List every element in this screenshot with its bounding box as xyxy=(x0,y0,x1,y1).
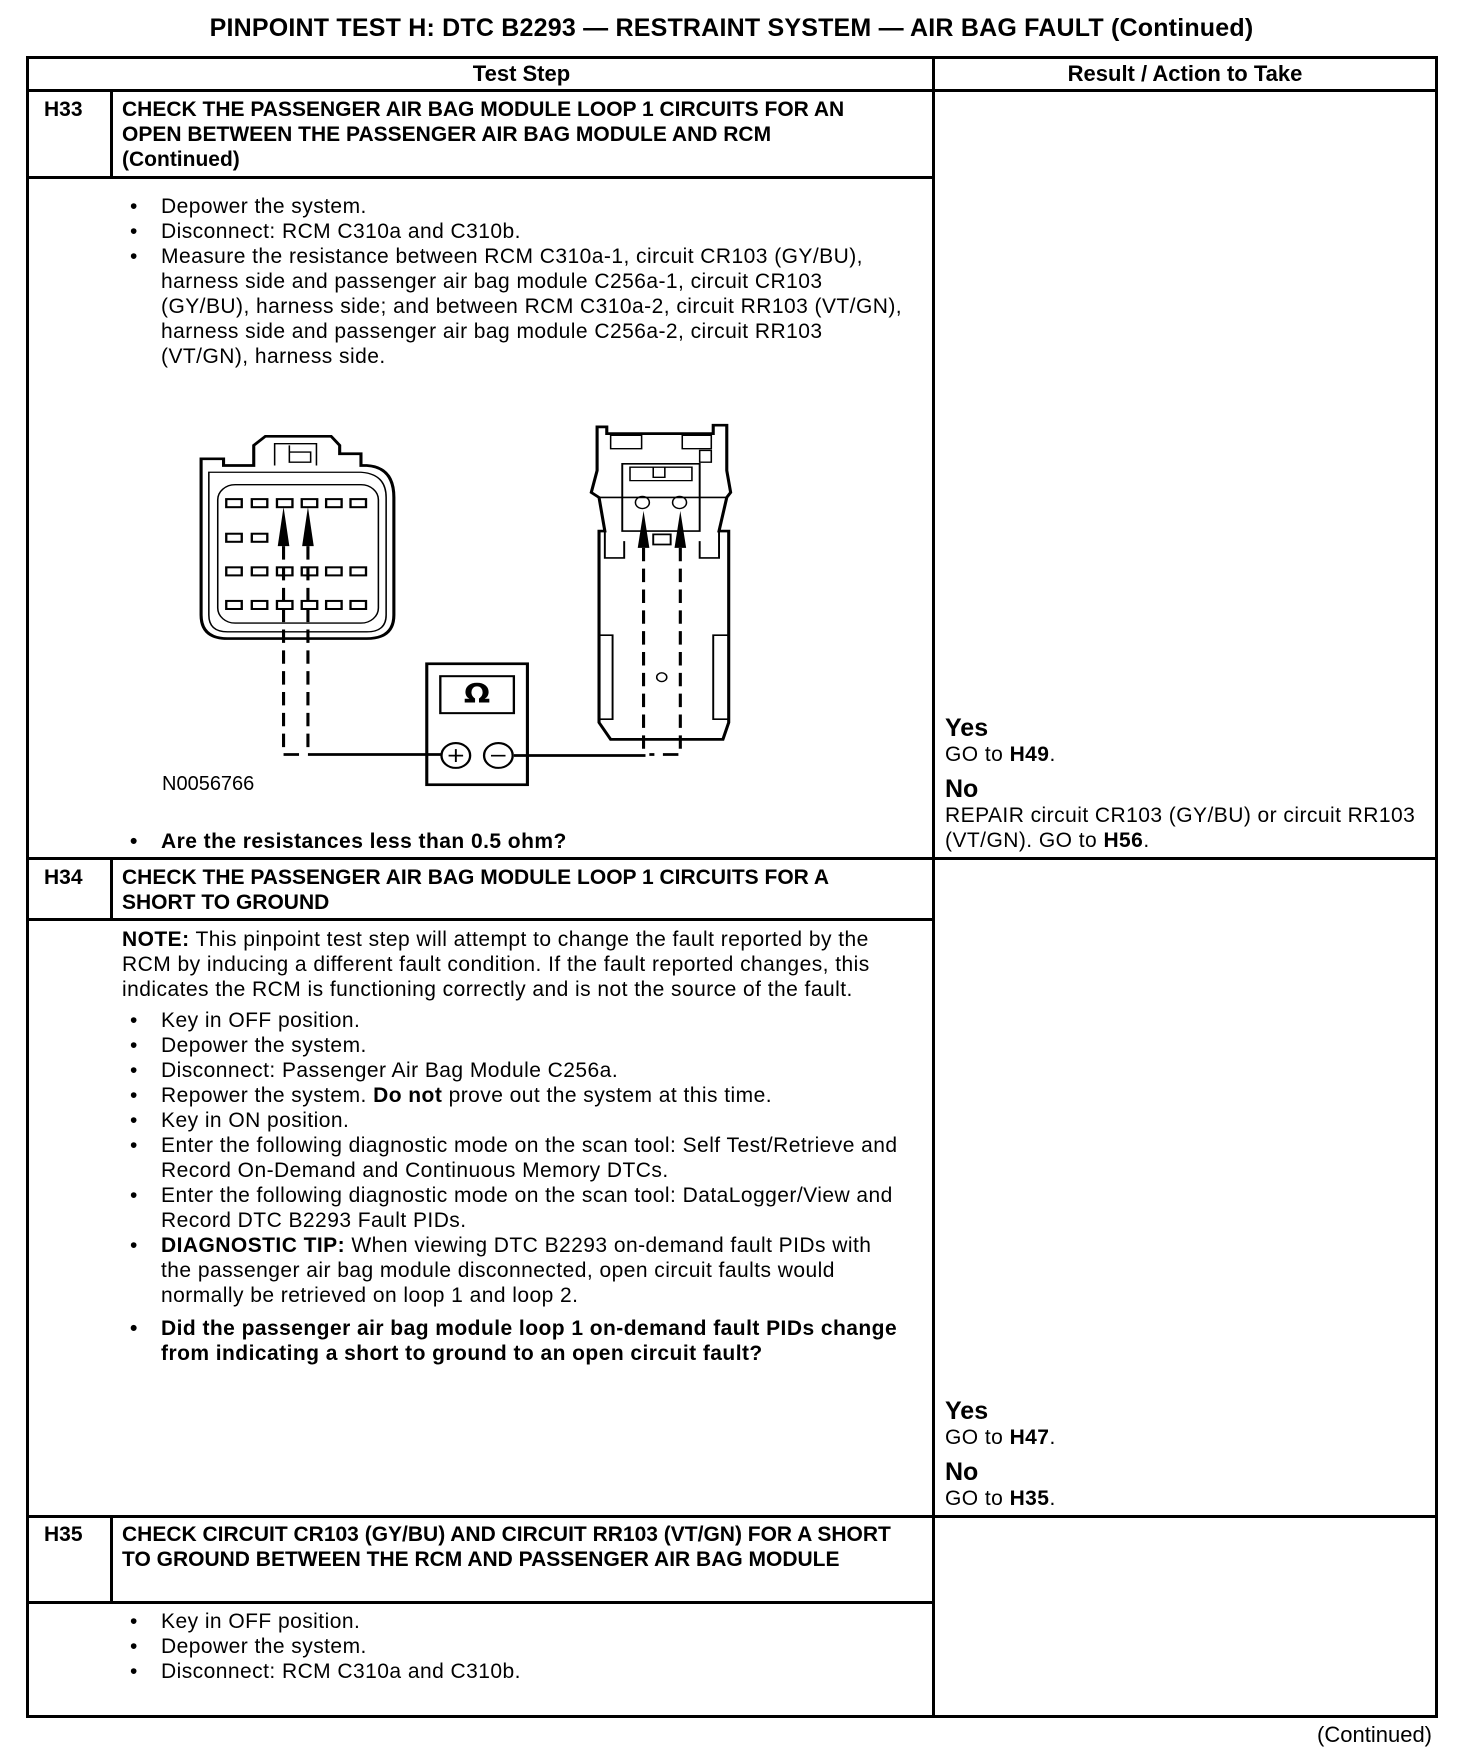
instruction-item: • Key in ON position. xyxy=(122,1108,902,1133)
h33-heading-divider xyxy=(27,176,933,179)
instruction-item: • Depower the system. xyxy=(122,194,912,219)
instruction-item: • Enter the following diagnostic mode on the scan tool: Self Test/Retrieve and Record On-Demand and Continuous Memory DTCs. xyxy=(122,1133,902,1183)
step-number-divider xyxy=(110,1517,113,1603)
goto-link-h35[interactable]: H35 xyxy=(1009,1487,1050,1510)
instruction-item: • Repower the system. Do not prove out the system at this time. xyxy=(122,1083,902,1108)
h33-row-divider xyxy=(27,857,1436,860)
question-item: • Did the passenger air bag module loop 1 on-demand fault PIDs change from indicating a short to ground to an open circuit fault? xyxy=(122,1316,902,1366)
instruction-item: • Depower the system. xyxy=(122,1033,902,1058)
step-number-divider xyxy=(110,91,113,178)
yes-action: GO to H47. xyxy=(945,1426,1056,1449)
connector-resistance-diagram xyxy=(150,400,750,820)
pin-grid xyxy=(226,499,366,609)
h34-result xyxy=(945,1397,1425,1511)
step-question xyxy=(122,829,912,854)
instruction-item: • Measure the resistance between RCM C310a-1, circuit CR103 (GY/BU), harness side and passenger air bag module C256a-1, circuit CR103 (GY/BU), harness side; and between RCM C310a-2, circuit RR103 (VT/GN), harness side and passenger air bag module C256a-2, circuit RR103 (VT/GN), harness side. xyxy=(122,244,912,369)
instruction-item: • Disconnect: Passenger Air Bag Module C256a. xyxy=(122,1058,902,1083)
step-heading: CHECK THE PASSENGER AIR BAG MODULE LOOP 1 CIRCUITS FOR A SHORT TO GROUND xyxy=(122,866,829,914)
step-instructions xyxy=(122,1609,902,1684)
note: NOTE: This pinpoint test step will attempt to change the fault reported by the RCM by inducing a different fault condition. If the fault reported changes, this indicates the RCM is functioning correctly and is not the source of the fault. xyxy=(122,928,870,1001)
step-number: H35 xyxy=(44,1523,83,1546)
instruction-item: • Disconnect: RCM C310a and C310b. xyxy=(122,1659,902,1684)
step-number: H33 xyxy=(44,98,83,121)
header-divider xyxy=(27,89,1436,92)
goto-link-h49[interactable]: H49 xyxy=(1009,743,1050,766)
step-number-divider xyxy=(110,859,113,920)
ohm-symbol: Ω xyxy=(463,677,491,709)
h34-row-divider xyxy=(27,1515,1436,1518)
step-heading: CHECK CIRCUIT CR103 (GY/BU) AND CIRCUIT RR103 (VT/GN) FOR A SHORT TO GROUND BETWEEN THE RCM AND PASSENGER AIR BAG MODULE xyxy=(122,1523,891,1571)
meter-leads xyxy=(308,754,646,755)
goto-link-h47[interactable]: H47 xyxy=(1009,1426,1050,1449)
instruction-item: • Key in OFF position. xyxy=(122,1008,902,1033)
air-bag-module-connector-icon xyxy=(591,425,730,739)
page-title: PINPOINT TEST H: DTC B2293 — RESTRAINT SYSTEM — AIR BAG FAULT (Continued) xyxy=(209,14,1254,42)
h34-heading-divider xyxy=(27,918,933,921)
instruction-item: • Enter the following diagnostic mode on the scan tool: DataLogger/View and Record DTC B2293 Fault PIDs. xyxy=(122,1183,902,1233)
question-item: • Are the resistances less than 0.5 ohm? xyxy=(122,829,912,854)
figure-id: N0056766 xyxy=(162,773,255,795)
goto-link-h56[interactable]: H56 xyxy=(1103,829,1144,852)
column-header-test-step: Test Step xyxy=(472,61,571,86)
column-header-result: Result / Action to Take xyxy=(1067,61,1303,86)
minus-terminal: − xyxy=(488,744,509,768)
probe-leads-dashed xyxy=(284,546,681,754)
plus-terminal: + xyxy=(446,744,466,768)
continued-label: (Continued) xyxy=(1317,1722,1432,1747)
column-divider xyxy=(932,57,935,1715)
no-action: REPAIR circuit CR103 (GY/BU) or circuit RR103 (VT/GN). GO to H56. xyxy=(945,804,1416,852)
h33-result xyxy=(945,714,1425,853)
step-instructions xyxy=(122,927,902,1366)
no-action: GO to H35. xyxy=(945,1487,1056,1510)
instruction-item: • Disconnect: RCM C310a and C310b. xyxy=(122,219,912,244)
step-instructions xyxy=(122,194,912,369)
instruction-item: • Key in OFF position. xyxy=(122,1609,902,1634)
step-heading: CHECK THE PASSENGER AIR BAG MODULE LOOP 1 CIRCUITS FOR AN OPEN BETWEEN THE PASSENGER AIR BAG MODULE AND RCM (Continued) xyxy=(122,98,845,171)
step-number: H34 xyxy=(44,866,83,889)
h35-heading-divider xyxy=(27,1601,933,1604)
yes-label: Yes xyxy=(945,1397,989,1425)
instruction-item: • Depower the system. xyxy=(122,1634,902,1659)
diagnostic-tip: • DIAGNOSTIC TIP: When viewing DTC B2293 on-demand fault PIDs with the passenger air bag module disconnected, open circuit faults would normally be retrieved on loop 1 and loop 2. xyxy=(122,1233,902,1308)
no-label: No xyxy=(945,775,979,803)
no-label: No xyxy=(945,1458,979,1486)
yes-label: Yes xyxy=(945,714,989,742)
yes-action: GO to H49. xyxy=(945,743,1056,766)
